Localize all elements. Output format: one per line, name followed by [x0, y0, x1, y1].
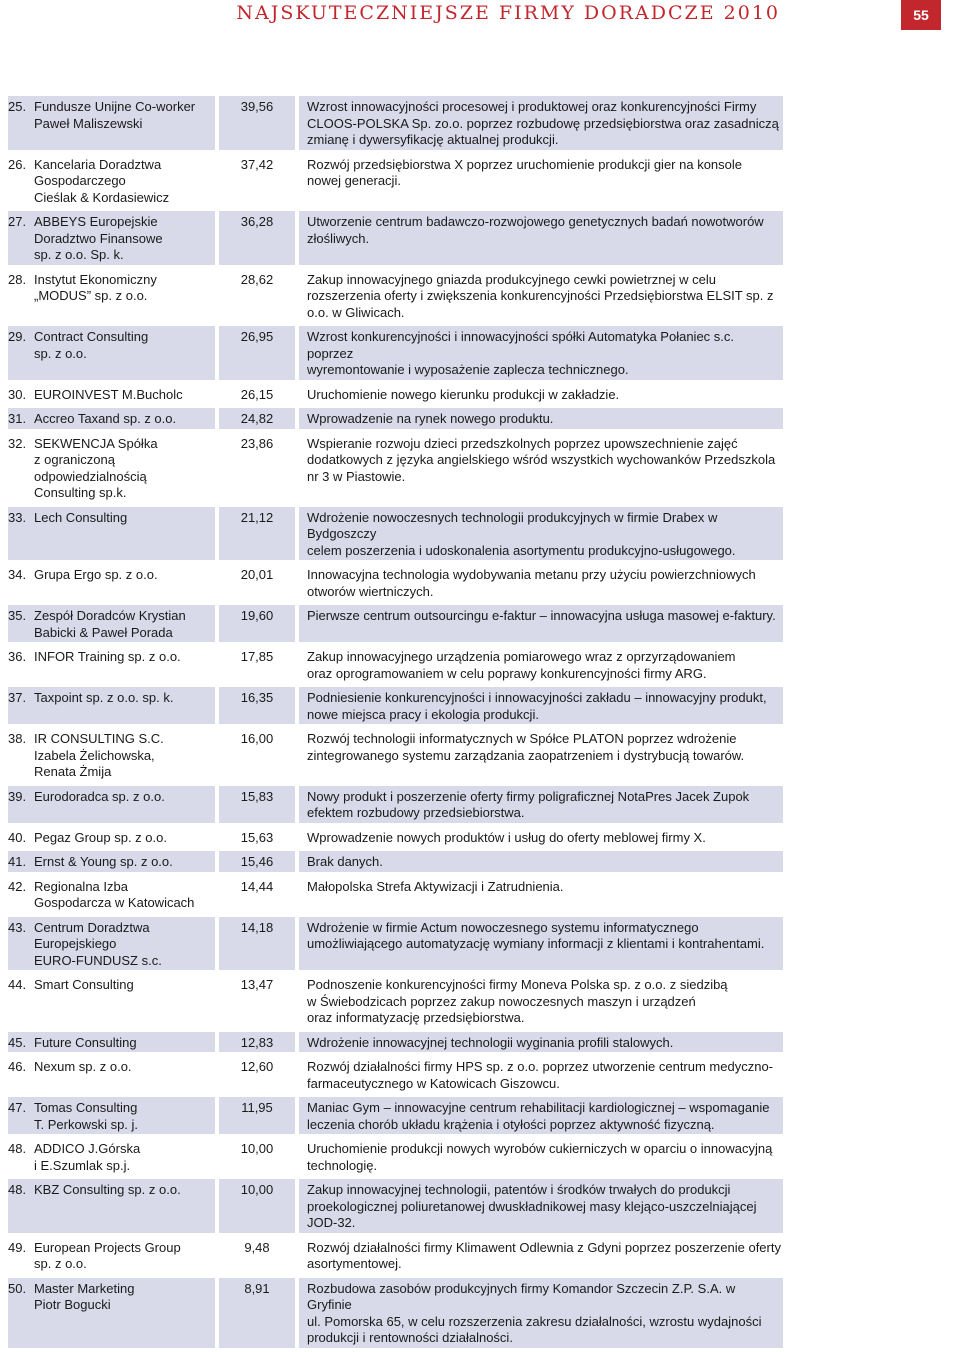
rank-number: 39.	[8, 788, 27, 804]
table-row	[8, 1138, 783, 1179]
score-cell: 10,00	[219, 1179, 299, 1233]
table-row	[8, 326, 783, 384]
table-row	[8, 851, 783, 876]
rank-number: 47.	[8, 1100, 27, 1115]
table-row	[8, 1278, 783, 1352]
table-row	[8, 687, 783, 728]
table-row	[8, 1237, 783, 1278]
company-cell	[8, 1278, 219, 1348]
company-name: Accreo Taxand sp. z o.o.	[34, 411, 177, 426]
project-description: Wzrost innowacyjności procesowej i produktowej oraz konkurencyjności Firmy CLOOS-POLSKA Sp. zo.o. poprzez rozbudowę przedsiębiorstwa oraz zasadniczą zmianę i dywersyfikację aktualnej produkcji.	[307, 99, 779, 147]
score-cell: 8,91	[219, 1278, 299, 1348]
company-name: Centrum Doradztwa Europejskiego EURO-FUNDUSZ s.c.	[34, 919, 162, 968]
score-cell: 19,60	[219, 605, 299, 642]
score-cell: 28,62	[219, 269, 299, 323]
score-cell: 21,12	[219, 507, 299, 561]
table-row	[8, 433, 783, 507]
company-name: INFOR Training sp. z o.o.	[34, 649, 181, 664]
table-row	[8, 1179, 783, 1237]
company-name: Taxpoint sp. z o.o. sp. k.	[34, 690, 174, 705]
project-description-cell	[299, 384, 783, 405]
table-row	[8, 1032, 783, 1057]
score-cell: 24,82	[219, 408, 299, 429]
table-row	[8, 974, 783, 1032]
project-description: Zakup innowacyjnego urządzenia pomiarowego wraz z oprzyrządowaniem oraz oprogramowaniem w celu poprawy konkurencyjności firmy ARG.	[307, 649, 736, 681]
table-row	[8, 408, 783, 433]
score-cell: 39,56	[219, 96, 299, 150]
company-cell	[8, 211, 219, 265]
company-cell	[8, 96, 219, 150]
rank-number: 46.	[8, 1059, 27, 1074]
company-name: ABBEYS Europejskie Doradztwo Finansowe sp. z o.o. Sp. k.	[34, 214, 163, 262]
rank-number: 42.	[8, 878, 27, 894]
project-description: Wdrożenie innowacyjnej technologii wyginania profili stalowych.	[307, 1034, 674, 1050]
project-description-cell	[299, 974, 783, 1028]
rank-number: 49.	[8, 1239, 27, 1255]
table-row	[8, 1056, 783, 1097]
project-description: Wprowadzenie nowych produktów i usług do oferty meblowej firmy X.	[307, 829, 706, 845]
project-description: Pierwsze centrum outsourcingu e-faktur – innowacyjna usługa masowej e-faktury.	[307, 608, 776, 623]
company-name: Zespół Doradców Krystian Babicki & Paweł Porada	[34, 608, 186, 640]
project-description-cell	[299, 326, 783, 380]
project-description-cell	[299, 1097, 783, 1134]
project-description-cell	[299, 269, 783, 323]
company-name: KBZ Consulting sp. z o.o.	[34, 1182, 181, 1197]
rank-number: 41.	[8, 854, 27, 869]
ranking-table	[8, 96, 783, 1352]
score-cell: 9,48	[219, 1237, 299, 1274]
company-name: Instytut Ekonomiczny „MODUS” sp. z o.o.	[34, 271, 157, 303]
company-name: IR CONSULTING S.C. Izabela Żelichowska, Renata Żmija	[34, 731, 164, 779]
project-description: Zakup innowacyjnego gniazda produkcyjnego cewki powietrznej w celu rozszerzenia oferty i zwiększenia konkurencyjności Przedsiębiorstwa ELSIT sp. z o.o. w Gliwicach.	[307, 271, 774, 320]
rank-number: 50.	[8, 1280, 27, 1296]
company-cell	[8, 1138, 219, 1175]
company-name: EUROINVEST M.Bucholc	[34, 386, 183, 402]
project-description: Małopolska Strefa Aktywizacji i Zatrudnienia.	[307, 878, 564, 894]
project-description-cell	[299, 96, 783, 150]
rank-number: 48.	[8, 1182, 27, 1197]
table-row	[8, 154, 783, 212]
project-description-cell	[299, 728, 783, 782]
project-description: Wdrożenie nowoczesnych technologii produkcyjnych w firmie Drabex w Bydgoszczy celem poszerzenia i udoskonalenia asortymentu produkcyjno-usługowego.	[307, 509, 736, 558]
project-description-cell	[299, 917, 783, 971]
project-description-cell	[299, 1179, 783, 1233]
table-row	[8, 876, 783, 917]
project-description: Innowacyjna technologia wydobywania metanu przy użyciu powierzchniowych otworów wiertniczych.	[307, 567, 756, 599]
company-cell	[8, 154, 219, 208]
company-name: Regionalna Izba Gospodarcza w Katowicach	[34, 878, 195, 910]
project-description: Nowy produkt i poszerzenie oferty firmy poligraficznej NotaPres Jacek Zupok efektem rozbudowy przedsiebiorstwa.	[307, 788, 750, 820]
rank-number: 25.	[8, 99, 27, 114]
company-name: Tomas Consulting T. Perkowski sp. j.	[34, 1100, 139, 1132]
company-name: Master Marketing Piotr Bogucki	[34, 1280, 135, 1312]
project-description-cell	[299, 876, 783, 913]
company-cell	[8, 507, 219, 561]
project-description-cell	[299, 433, 783, 503]
company-name: European Projects Group sp. z o.o.	[34, 1239, 181, 1271]
score-cell: 14,44	[219, 876, 299, 913]
company-cell	[8, 851, 219, 872]
project-description-cell	[299, 605, 783, 642]
project-description-cell	[299, 1237, 783, 1274]
project-description: Rozwój przedsiębiorstwa X poprzez uruchomienie produkcji gier na konsole nowej generacji.	[307, 156, 742, 188]
table-row	[8, 211, 783, 269]
project-description: Rozwój technologii informatycznych w Spółce PLATON poprzez wdrożenie zintegrowanego systemu zarządzania zaopatrzeniem i dystrybucją towarów.	[307, 731, 745, 763]
score-cell: 12,83	[219, 1032, 299, 1053]
score-cell: 10,00	[219, 1138, 299, 1175]
score-cell: 11,95	[219, 1097, 299, 1134]
project-description-cell	[299, 786, 783, 823]
table-row	[8, 564, 783, 605]
company-name: Ernst & Young sp. z o.o.	[34, 854, 173, 869]
project-description-cell	[299, 1138, 783, 1175]
project-description: Rozwój działalności firmy Klimawent Odlewnia z Gdyni poprzez poszerzenie oferty asortymentowej.	[307, 1239, 781, 1271]
company-cell	[8, 605, 219, 642]
project-description: Uruchomienie produkcji nowych wyrobów cukierniczych w oparciu o innowacyjną technologię.	[307, 1141, 773, 1173]
rank-number: 29.	[8, 329, 27, 344]
company-name: Fundusze Unijne Co-worker Paweł Maliszewski	[34, 99, 196, 131]
company-cell	[8, 1179, 219, 1233]
rank-number: 33.	[8, 509, 27, 525]
company-cell	[8, 1097, 219, 1134]
company-cell	[8, 876, 219, 913]
company-name: Kancelaria Doradztwa Gospodarczego Cieślak & Kordasiewicz	[34, 156, 170, 205]
company-name: Smart Consulting	[34, 977, 134, 992]
publication-title: NAJSKUTECZNIEJSZE FIRMY DORADCZE 2010	[236, 2, 780, 24]
company-cell	[8, 433, 219, 503]
score-cell: 12,60	[219, 1056, 299, 1093]
rank-number: 48.	[8, 1141, 27, 1156]
table-row	[8, 269, 783, 327]
project-description-cell	[299, 851, 783, 872]
project-description-cell	[299, 1056, 783, 1093]
company-cell	[8, 1032, 219, 1053]
project-description-cell	[299, 1032, 783, 1053]
project-description: Rozwój działalności firmy HPS sp. z o.o. poprzez utworzenie centrum medyczno- farmaceutycznego w Katowicach Giszowcu.	[307, 1059, 774, 1091]
project-description-cell	[299, 211, 783, 265]
company-name: Nexum sp. z o.o.	[34, 1059, 132, 1074]
score-cell: 17,85	[219, 646, 299, 683]
company-cell	[8, 786, 219, 823]
project-description: Podniesienie konkurencyjności i innowacyjności zakładu – innowacyjny produkt, nowe miejsca pracy i ekologia produkcji.	[307, 690, 767, 722]
company-cell	[8, 728, 219, 782]
page-number-badge: 55	[901, 0, 941, 30]
company-cell	[8, 1056, 219, 1093]
company-cell	[8, 1237, 219, 1274]
rank-number: 44.	[8, 977, 27, 992]
project-description: Wdrożenie w firmie Actum nowoczesnego systemu informatycznego umożliwiającego automatyzację wymiany informacji z klientami i kontrahentami.	[307, 919, 765, 951]
company-cell	[8, 827, 219, 848]
company-name: Future Consulting	[34, 1034, 137, 1050]
table-row	[8, 728, 783, 786]
project-description: Podnoszenie konkurencyjności firmy Moneva Polska sp. z o.o. z siedzibą w Świebodzicach poprzez zakup nowoczesnych maszyn i urządzeń oraz informatyzację przedsiębiorstwa.	[307, 977, 728, 1025]
project-description-cell	[299, 408, 783, 429]
project-description: Wprowadzenie na rynek nowego produktu.	[307, 411, 554, 426]
table-row	[8, 605, 783, 646]
project-description-cell	[299, 564, 783, 601]
project-description: Wspieranie rozwoju dzieci przedszkolnych poprzez upowszechnienie zajęć dodatkowych z języka angielskiego wśród wszystkich wychowanków Przedszkola nr 3 w Piastowie.	[307, 435, 776, 484]
company-name: SEKWENCJA Spółka z ograniczoną odpowiedzialnością Consulting sp.k.	[34, 435, 158, 500]
rank-number: 38.	[8, 731, 27, 746]
company-cell	[8, 384, 219, 405]
rank-number: 35.	[8, 608, 27, 623]
score-cell: 14,18	[219, 917, 299, 971]
score-cell: 15,63	[219, 827, 299, 848]
score-cell: 16,35	[219, 687, 299, 724]
score-cell: 37,42	[219, 154, 299, 208]
rank-number: 30.	[8, 386, 27, 402]
project-description-cell	[299, 154, 783, 208]
page-header	[0, 0, 960, 34]
rank-number: 43.	[8, 919, 27, 935]
company-name: Contract Consulting sp. z o.o.	[34, 329, 149, 361]
rank-number: 36.	[8, 649, 27, 664]
score-cell: 23,86	[219, 433, 299, 503]
rank-number: 45.	[8, 1034, 27, 1050]
project-description: Brak danych.	[307, 854, 383, 869]
table-row	[8, 917, 783, 975]
company-cell	[8, 326, 219, 380]
rank-number: 31.	[8, 411, 27, 426]
rank-number: 40.	[8, 829, 27, 845]
project-description: Maniac Gym – innowacyjne centrum rehabilitacji kardiologicznej – wspomaganie leczenia chorób układu krążenia i otyłości poprzez aktywność fizyczną.	[307, 1100, 770, 1132]
project-description-cell	[299, 687, 783, 724]
company-cell	[8, 269, 219, 323]
score-cell: 13,47	[219, 974, 299, 1028]
table-row	[8, 1097, 783, 1138]
company-cell	[8, 687, 219, 724]
company-cell	[8, 408, 219, 429]
project-description: Uruchomienie nowego kierunku produkcji w zakładzie.	[307, 386, 620, 402]
rank-number: 32.	[8, 435, 27, 451]
company-cell	[8, 646, 219, 683]
rank-number: 27.	[8, 214, 27, 229]
score-cell: 26,95	[219, 326, 299, 380]
company-cell	[8, 917, 219, 971]
project-description-cell	[299, 827, 783, 848]
score-cell: 16,00	[219, 728, 299, 782]
rank-number: 26.	[8, 156, 27, 172]
score-cell: 36,28	[219, 211, 299, 265]
company-name: ADDICO J.Górska i E.Szumlak sp.j.	[34, 1141, 141, 1173]
rank-number: 28.	[8, 271, 27, 287]
company-name: Lech Consulting	[34, 509, 128, 525]
table-row	[8, 507, 783, 565]
project-description: Rozbudowa zasobów produkcyjnych firmy Komandor Szczecin Z.P. S.A. w Gryfinie ul. Pomorska 65, w celu rozszerzenia zakresu działalności, wzrostu wydajności produkcji i rentowności działalności.	[307, 1280, 762, 1345]
score-cell: 15,83	[219, 786, 299, 823]
company-cell	[8, 974, 219, 1028]
table-row	[8, 786, 783, 827]
company-cell	[8, 564, 219, 601]
score-cell: 26,15	[219, 384, 299, 405]
company-name: Pegaz Group sp. z o.o.	[34, 829, 167, 845]
table-row	[8, 827, 783, 852]
project-description: Utworzenie centrum badawczo-rozwojowego genetycznych badań nowotworów złośliwych.	[307, 214, 764, 246]
table-row	[8, 384, 783, 409]
score-cell: 15,46	[219, 851, 299, 872]
company-name: Grupa Ergo sp. z o.o.	[34, 567, 158, 582]
score-cell: 20,01	[219, 564, 299, 601]
rank-number: 37.	[8, 690, 27, 705]
project-description-cell	[299, 1278, 783, 1348]
project-description-cell	[299, 507, 783, 561]
table-row	[8, 646, 783, 687]
project-description-cell	[299, 646, 783, 683]
rank-number: 34.	[8, 567, 27, 582]
table-row	[8, 96, 783, 154]
company-name: Eurodoradca sp. z o.o.	[34, 788, 165, 804]
project-description: Wzrost konkurencyjności i innowacyjności spółki Automatyka Połaniec s.c. poprzez wyremontowanie i wyposażenie zaplecza technicznego.	[307, 329, 735, 377]
project-description: Zakup innowacyjnej technologii, patentów i środków trwałych do produkcji proekologicznej poliuretanowej dwuskładnikowej masy klejąco-uszczelniającej JOD-32.	[307, 1182, 757, 1230]
